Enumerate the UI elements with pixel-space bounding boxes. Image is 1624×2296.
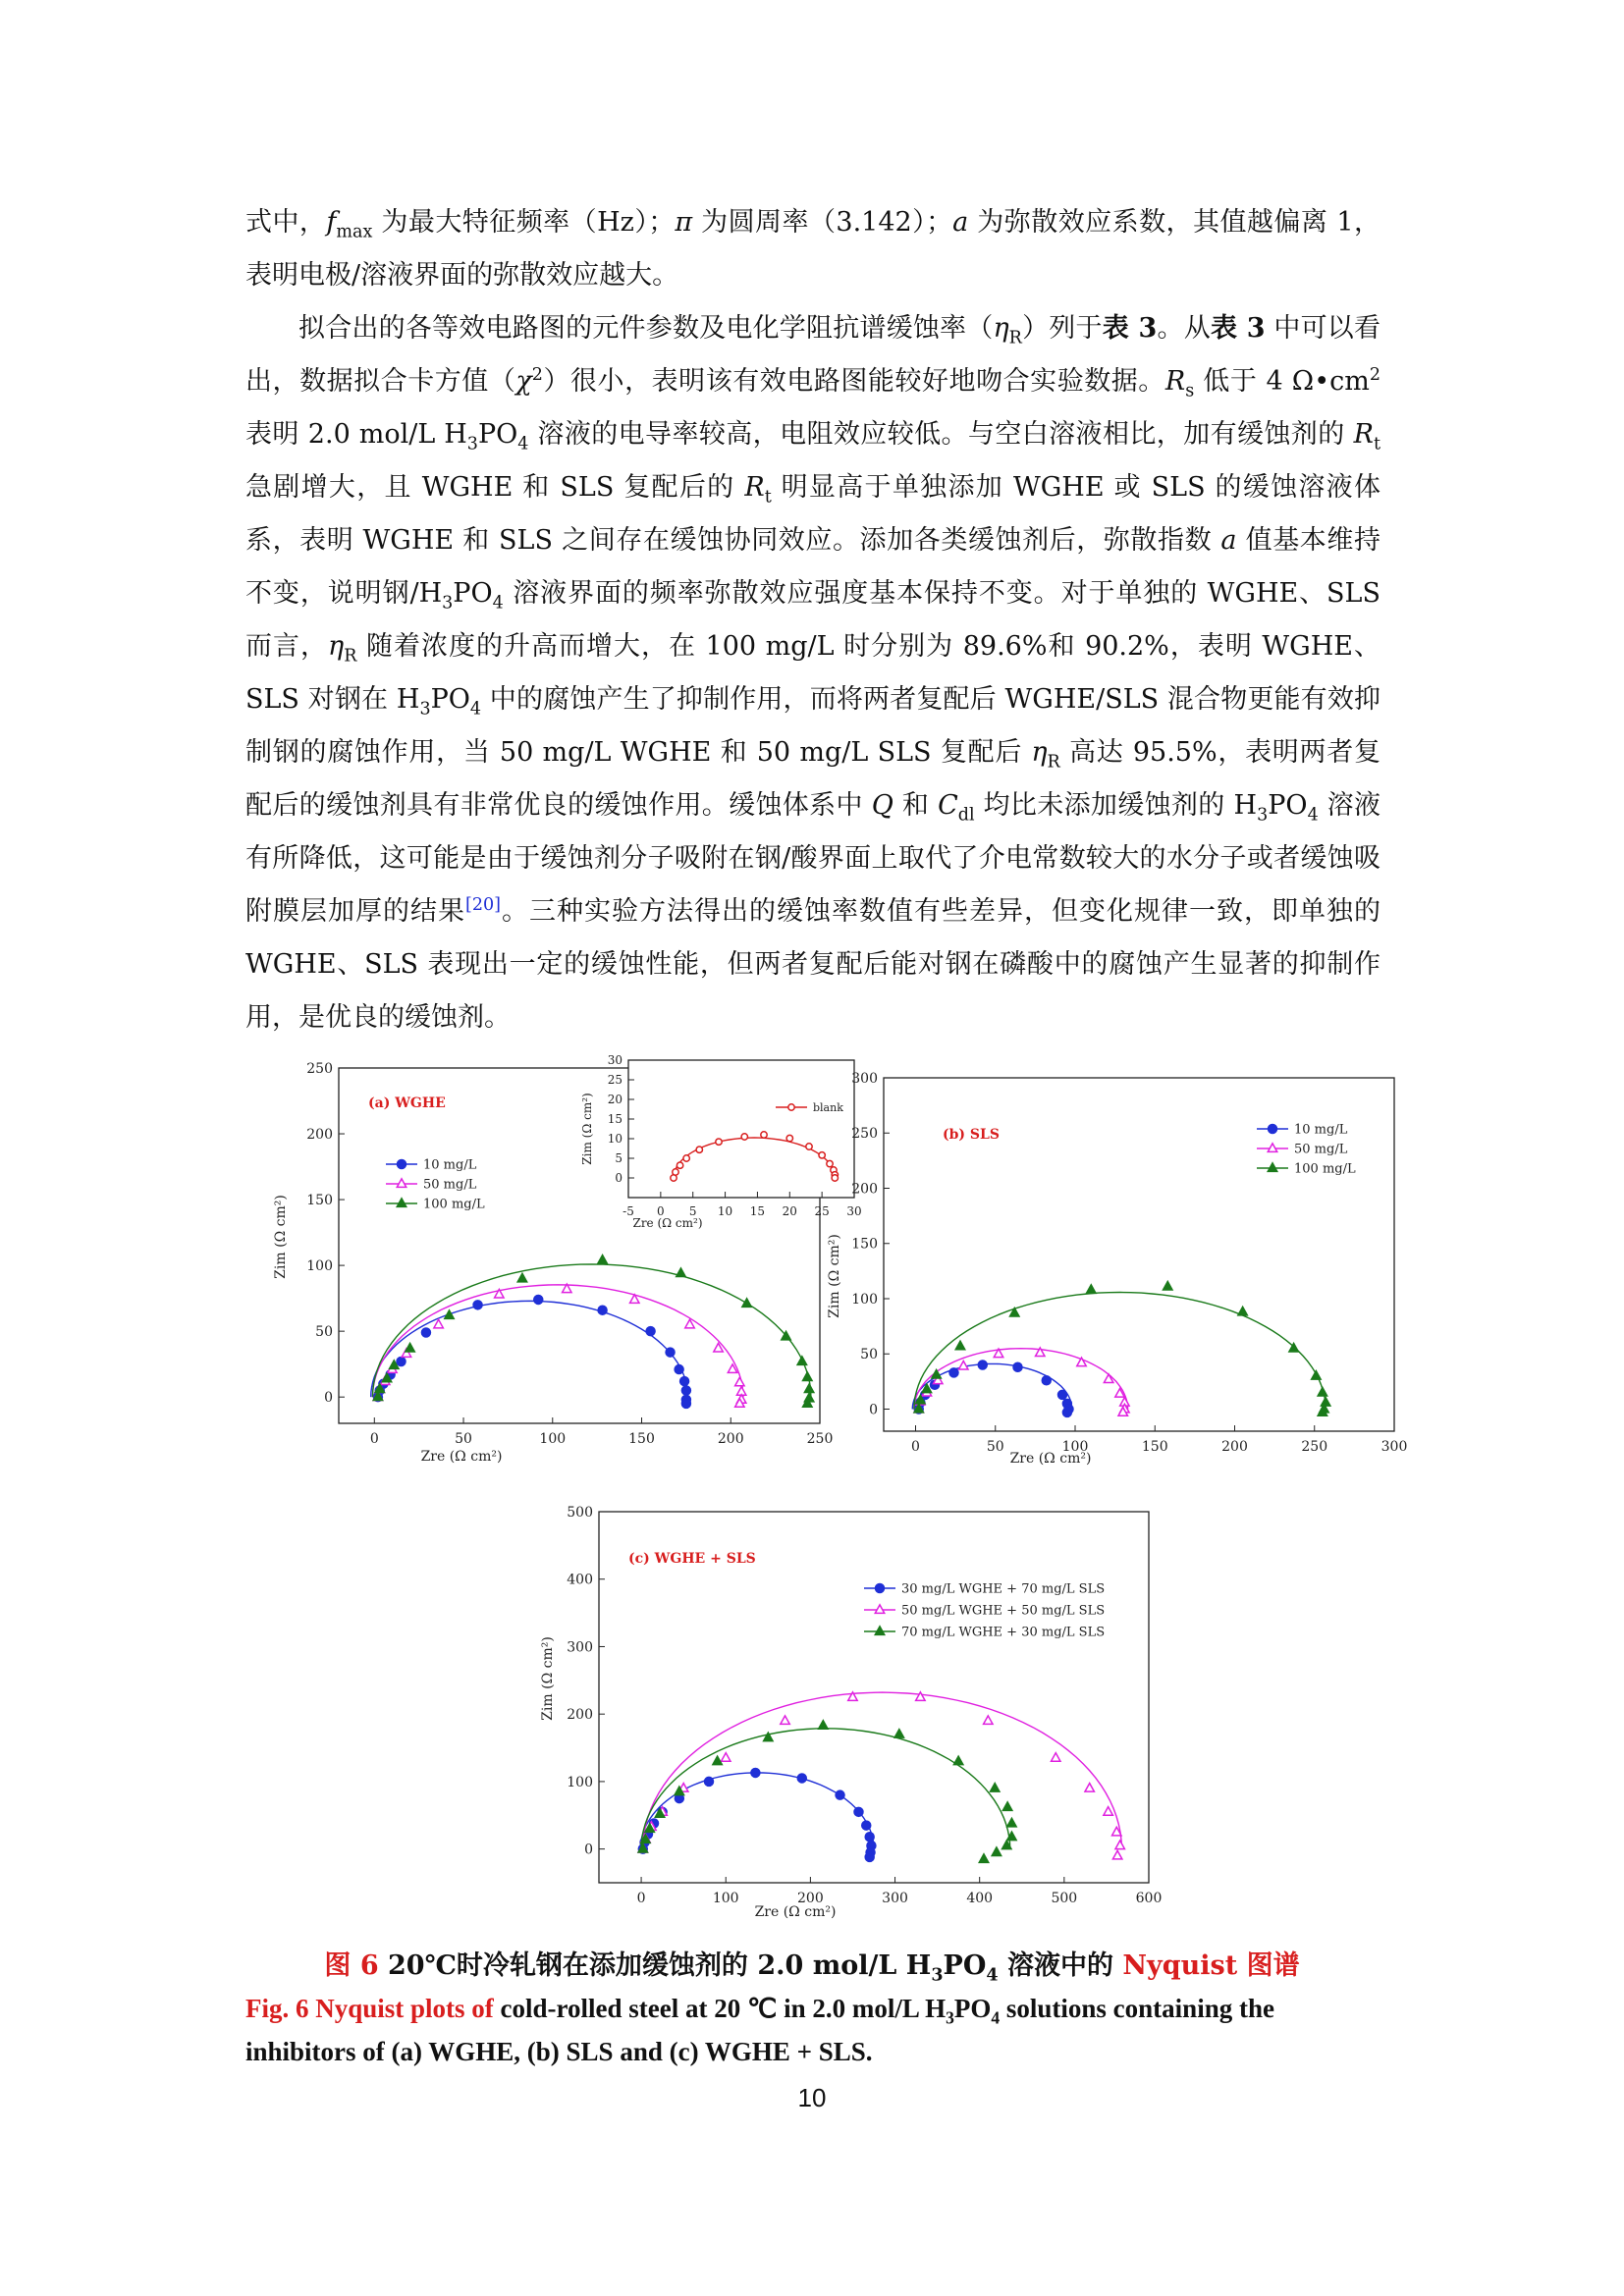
plot-frame <box>628 1060 854 1198</box>
data-point <box>1312 1371 1321 1380</box>
data-point <box>992 1847 1001 1856</box>
legend-marker <box>1268 1144 1276 1152</box>
legend-label: 50 mg/L WGHE + 50 mg/L SLS <box>901 1603 1106 1619</box>
legend-label: 50 mg/L <box>1294 1142 1348 1157</box>
legend-marker <box>397 1179 406 1188</box>
x-tick-label: 100 <box>712 1891 739 1906</box>
table-ref: 表 3 <box>1210 313 1266 344</box>
y-tick-label: 200 <box>851 1181 878 1198</box>
legend-marker <box>397 1199 406 1207</box>
y-tick-label: 15 <box>607 1112 623 1127</box>
data-point <box>1115 1841 1124 1849</box>
data-point <box>1077 1358 1086 1366</box>
y-tick-label: 250 <box>851 1126 878 1143</box>
y-tick-label: 30 <box>607 1053 623 1068</box>
y-tick-label: 5 <box>615 1151 623 1166</box>
data-point <box>978 1361 987 1369</box>
x-tick-label: 250 <box>1301 1439 1328 1455</box>
y-tick-label: 0 <box>615 1171 623 1186</box>
legend-marker <box>1269 1125 1277 1134</box>
data-point <box>955 1341 964 1350</box>
y-tick-label: 25 <box>607 1073 623 1088</box>
x-tick-label: 50 <box>986 1439 1004 1455</box>
data-point <box>797 1774 806 1783</box>
data-point <box>683 1155 689 1161</box>
data-point <box>646 1327 655 1336</box>
x-axis-label: Zre (Ω cm²) <box>632 1216 703 1230</box>
series-1 <box>638 1692 1124 1859</box>
legend-label: 100 mg/L <box>1294 1161 1356 1177</box>
y-tick-label: 250 <box>306 1060 333 1077</box>
data-point <box>781 1716 789 1725</box>
data-point <box>1002 1802 1011 1811</box>
data-point <box>1087 1285 1096 1294</box>
y-tick-label: 150 <box>851 1236 878 1253</box>
data-point <box>677 1162 682 1168</box>
data-point <box>803 1372 812 1381</box>
series-2 <box>373 1255 814 1408</box>
x-tick-label: 200 <box>797 1891 824 1906</box>
data-point <box>959 1361 968 1369</box>
data-point <box>681 1386 690 1395</box>
data-point <box>865 1852 874 1861</box>
figure-caption-cn: 图 6 20℃时冷轧钢在添加缓蚀剂的 2.0 mol/L $H_3PO_4$ 溶液中的 Nyquist 图谱 <box>324 1950 1300 1986</box>
data-point <box>1164 1281 1172 1290</box>
data-point <box>761 1132 767 1138</box>
y-tick-label: 10 <box>607 1132 623 1147</box>
chart-inset-svg <box>579 1052 862 1268</box>
y-tick-label: 200 <box>567 1707 593 1724</box>
legend-marker <box>875 1605 884 1614</box>
legend-marker <box>398 1160 406 1169</box>
y-tick-label: 100 <box>306 1258 333 1275</box>
data-point <box>421 1328 430 1337</box>
data-point <box>854 1807 863 1816</box>
chart-c-svg <box>530 1492 1163 1924</box>
data-point <box>666 1348 675 1357</box>
data-point <box>741 1134 747 1140</box>
legend-marker <box>876 1584 885 1593</box>
y-tick-label: 50 <box>315 1324 333 1341</box>
data-point <box>722 1753 731 1762</box>
data-point <box>984 1716 993 1725</box>
data-point <box>862 1821 871 1830</box>
data-point <box>865 1833 874 1842</box>
y-tick-label: 300 <box>851 1070 878 1087</box>
x-tick-label: 50 <box>455 1431 472 1447</box>
data-point <box>804 1384 813 1393</box>
x-tick-label: 100 <box>539 1431 567 1447</box>
paragraph-1: 式中，$f_{max}$ 为最大特征频率（Hz）；π 为圆周率（3.142）；a 为弥散效应系数，其值越偏离 1，表明电极/溶液界面的弥散效应越大。 <box>245 207 1381 291</box>
x-tick-label: 0 <box>369 1431 379 1447</box>
data-point <box>742 1299 751 1308</box>
page-number: 10 <box>797 2083 827 2112</box>
data-point <box>1013 1362 1022 1371</box>
legend-label: blank <box>813 1100 843 1114</box>
legend-marker <box>875 1627 884 1635</box>
data-point <box>675 1365 683 1374</box>
y-axis-label: Zim (Ω cm²) <box>273 1195 289 1279</box>
series-0 <box>371 1295 691 1408</box>
fit-line <box>373 1264 811 1397</box>
x-tick-label: 150 <box>628 1431 655 1447</box>
data-point <box>517 1273 526 1282</box>
data-point <box>445 1310 454 1319</box>
table-ref: 表 3 <box>1102 313 1158 344</box>
y-axis-label: Zim (Ω cm²) <box>580 1093 594 1165</box>
data-point <box>534 1295 543 1304</box>
x-tick-label: 30 <box>846 1204 862 1218</box>
data-point <box>990 1784 999 1792</box>
data-point <box>397 1357 406 1365</box>
fit-line <box>643 1692 1122 1849</box>
data-point <box>806 1144 812 1149</box>
y-tick-label: 400 <box>567 1572 593 1588</box>
data-point <box>1104 1374 1112 1383</box>
data-point <box>735 1377 744 1386</box>
chart-b-svg <box>825 1060 1408 1482</box>
data-point <box>1062 1408 1071 1416</box>
data-point <box>681 1399 690 1408</box>
series-0 <box>638 1768 876 1861</box>
series-1 <box>914 1348 1129 1415</box>
data-point <box>786 1135 792 1141</box>
y-axis-label: Zim (Ω cm²) <box>827 1234 842 1318</box>
chart-b-sls <box>825 1060 1408 1482</box>
data-point <box>1238 1307 1247 1315</box>
y-tick-label: 500 <box>567 1504 593 1521</box>
data-point <box>673 1169 678 1175</box>
y-tick-label: 100 <box>851 1291 878 1308</box>
chart-inset-blank <box>579 1052 862 1268</box>
data-point <box>713 1756 722 1765</box>
x-tick-label: 200 <box>1221 1439 1248 1455</box>
data-point <box>705 1777 714 1786</box>
x-tick-label: 0 <box>911 1439 920 1455</box>
x-axis-label: Zre (Ω cm²) <box>754 1904 837 1920</box>
data-point <box>680 1377 689 1386</box>
legend-label: 10 mg/L <box>423 1157 477 1173</box>
y-tick-label: 150 <box>306 1192 333 1208</box>
legend-label: 10 mg/L <box>1294 1122 1348 1138</box>
legend-marker <box>1268 1163 1276 1172</box>
paragraph-2: 拟合出的各等效电路图的元件参数及电化学阻抗谱缓蚀率$(\eta_R)$列于表 3。从表 3 中可以看出，数据拟合卡方值$(\chi^2)$很小，表明该有效电路图能较好地吻合实验数据。$R_s$ 低于 4 $\Omega•cm^2$ 表明 2.0 mol/L $H_3PO_4$ 溶液的电导率较高，电阻效应较低。与空白溶液相比，加有缓蚀剂的 $R_t$ 急剧增大，且 WGHE 和 SLS 复配后的 $R_t$ 明显高于单独添加 WGHE 或 SLS 的缓蚀溶液体系，表明 WGHE 和 SLS 之间存在缓蚀协同效应。添加各类缓蚀剂后，弥散指数 a 值基本维持不变，说明钢$/H_3PO_4$ 溶液界面的频率弥散效应强度基本保持不变。对于单独的 WGHE、SLS 而言，$\eta_R$ 随着浓度的升高而增大，在 100 mg/L 时分别为 89.6%和 90.2%，表明 WGHE、SLS 对钢在 $H_3PO_4$ 中的腐蚀产生了抑制作用，而将两者复配后 WGHE/SLS 混合物更能有效抑制钢的腐蚀作用，当 50 mg/L WGHE 和 50 mg/L SLS 复配后 $\eta_R$ 高达 95.5%，表明两者复配后的缓蚀剂具有非常优良的缓蚀作用。缓蚀体系中 Q 和 $C_{dl}$ 均比未添加缓蚀剂的 $H_3PO_4$ 溶液有所降低，这可能是由于缓蚀剂分子吸附在钢/酸界面上取代了介电常数较大的水分子或者缓蚀吸附膜层加厚的结果[20]。三种实验方法得出的缓蚀率数值有些差异，但变化规律一致，即单独的 WGHE、SLS 表现出一定的缓蚀性能，但两者复配后能对钢在磷酸中的腐蚀产生显著的抑制作用，是优良的缓蚀剂。 <box>245 313 1381 1033</box>
data-point <box>1112 1850 1121 1859</box>
x-tick-label: 400 <box>966 1891 994 1906</box>
chart-title: (c) WGHE + SLS <box>628 1551 756 1567</box>
plot-frame <box>599 1512 1149 1883</box>
figure-caption-en: Fig. 6 Nyquist plots of cold-rolled steel at 20 ℃ in 2.0 mol/L $H_3PO_4$ solutions containing the inhibitors of (a) WGHE, (b) SLS and (c) WGHE + SLS. <box>245 1994 1274 2066</box>
data-point <box>916 1692 925 1701</box>
fit-line <box>914 1349 1128 1410</box>
x-tick-label: 150 <box>1141 1439 1168 1455</box>
x-tick-label: 10 <box>717 1204 733 1218</box>
data-point <box>751 1768 760 1777</box>
data-point <box>1318 1387 1326 1396</box>
x-axis-label: Zre (Ω cm²) <box>1009 1451 1092 1467</box>
data-point <box>1085 1784 1094 1792</box>
data-point <box>979 1854 988 1863</box>
data-point <box>406 1343 414 1352</box>
y-tick-label: 0 <box>584 1842 593 1858</box>
legend-marker <box>788 1104 794 1110</box>
y-tick-label: 0 <box>869 1402 878 1418</box>
y-tick-label: 300 <box>567 1639 593 1656</box>
chart-title: (b) SLS <box>943 1127 1000 1143</box>
x-axis-label: Zre (Ω cm²) <box>420 1449 503 1465</box>
x-tick-label: 200 <box>717 1431 744 1447</box>
legend-label: 30 mg/L WGHE + 70 mg/L SLS <box>901 1581 1106 1597</box>
data-point <box>1052 1753 1060 1762</box>
data-point <box>716 1139 722 1145</box>
data-point <box>949 1368 958 1377</box>
y-tick-label: 50 <box>860 1347 878 1363</box>
data-point <box>1058 1390 1067 1399</box>
fit-line <box>641 1729 1010 1849</box>
x-tick-label: 0 <box>657 1204 665 1218</box>
data-point <box>1321 1398 1329 1407</box>
fit-line <box>640 1773 874 1849</box>
y-tick-label: 20 <box>607 1093 623 1107</box>
x-tick-label: 600 <box>1135 1891 1163 1906</box>
data-point <box>1007 1818 1016 1827</box>
x-tick-label: 300 <box>882 1891 908 1906</box>
citation-link[interactable]: [20] <box>465 895 501 915</box>
data-point <box>696 1147 702 1152</box>
x-tick-label: 250 <box>806 1431 834 1447</box>
x-tick-label: -5 <box>623 1204 634 1218</box>
data-point <box>819 1721 828 1730</box>
data-point <box>894 1730 903 1738</box>
x-tick-label: 500 <box>1051 1891 1078 1906</box>
series-2 <box>638 1721 1016 1863</box>
legend-label: 50 mg/L <box>423 1177 477 1193</box>
x-tick-label: 15 <box>749 1204 766 1218</box>
x-tick-label: 25 <box>814 1204 830 1218</box>
x-tick-label: 20 <box>782 1204 797 1218</box>
y-axis-label: Zim (Ω cm²) <box>540 1636 556 1721</box>
chart-c-wghe-sls <box>530 1492 1163 1924</box>
data-point <box>434 1319 443 1328</box>
y-tick-label: 0 <box>324 1390 333 1407</box>
data-point <box>473 1301 482 1309</box>
chart-title: (a) WGHE <box>368 1095 446 1111</box>
x-tick-label: 0 <box>636 1891 646 1906</box>
x-tick-label: 5 <box>688 1204 697 1218</box>
y-tick-label: 200 <box>306 1126 333 1143</box>
x-tick-label: 300 <box>1380 1439 1408 1455</box>
y-tick-label: 100 <box>567 1774 593 1790</box>
x-tick-label: 100 <box>1061 1439 1089 1455</box>
legend-label: 100 mg/L <box>423 1197 485 1212</box>
data-point <box>953 1756 962 1765</box>
legend-label: 70 mg/L WGHE + 30 mg/L SLS <box>901 1625 1106 1640</box>
data-point <box>677 1268 685 1277</box>
data-point <box>1042 1376 1051 1385</box>
data-point <box>836 1790 844 1799</box>
data-point <box>598 1306 607 1314</box>
data-point <box>797 1357 806 1365</box>
data-point <box>1104 1807 1112 1816</box>
